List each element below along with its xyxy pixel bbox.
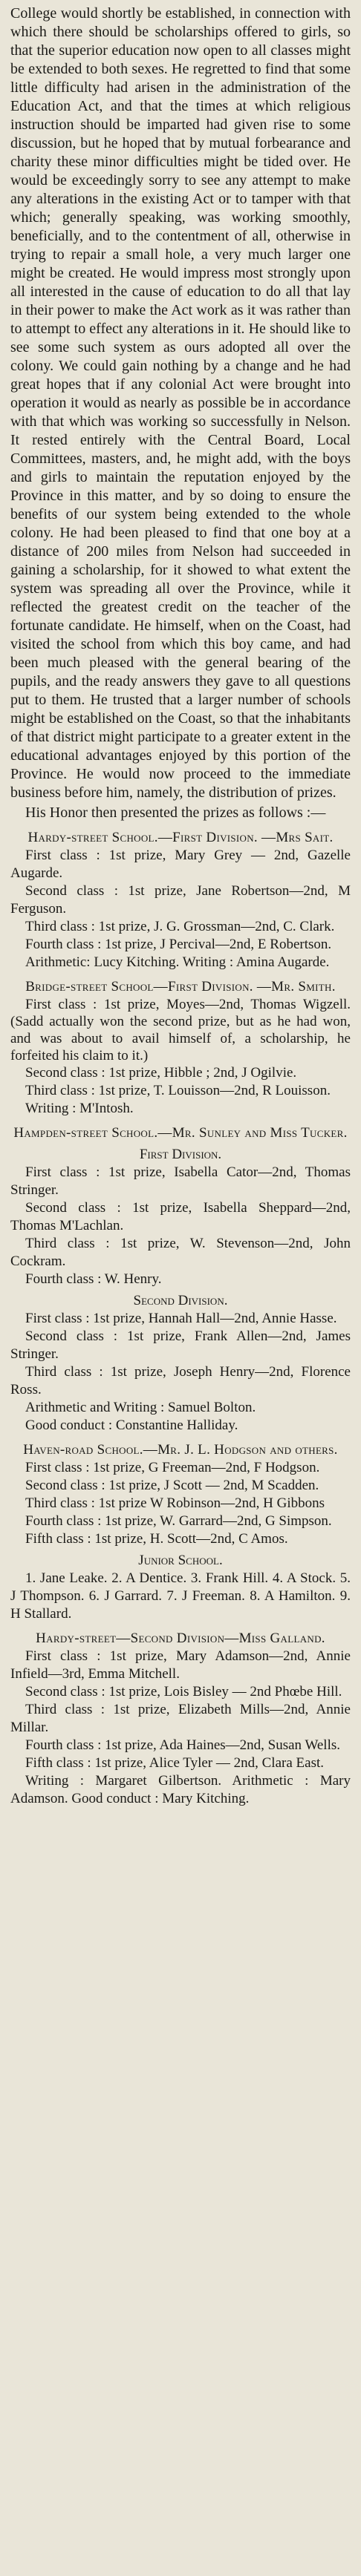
prize-entry: Arithmetic: Lucy Kitching. Writing : Amina Augarde. [25,954,330,970]
prize-entry: Third class : 1st prize, W. Stevenson—2nd, John Cockram. [10,1236,351,1269]
prize-entry: Writing : Margaret Gilbertson. Arithmetic : Mary Adamson. Good conduct : Mary Kitching. [10,1773,351,1806]
prize-entry: First class : 1st prize, Isabella Cator—2nd, Thomas Stringer. [10,1164,351,1198]
prize-entry: Fourth class : 1st prize, J Percival—2nd, E Robertson. [25,937,332,952]
prize-entry: 1. Jane Leake. 2. A Dentice. 3. Frank Hill. 4. A Stock. 5. J Thompson. 6. J Garrard. 7. J Freeman. 8. A Hamilton. 9. H Stallard. [10,1570,351,1622]
prize-entry: First class : 1st prize, Mary Grey — 2nd, Gazelle Augarde. [10,848,351,881]
prize-intro: His Honor then presented the prizes as follows :— [25,804,326,821]
prize-entry: Fourth class : 1st prize, Ada Haines—2nd, Susan Wells. [25,1737,340,1753]
prize-entry: Third class : 1st prize, J. G. Grossman—2nd, C. Clark. [25,919,335,934]
division-subheading: Junior School. [138,1553,223,1568]
prize-entry: Arithmetic and Writing : Samuel Bolton. [25,1400,256,1415]
prize-entry: Second class : 1st prize, Hibble ; 2nd, J Ogilvie. [25,1065,297,1081]
division-subheading: Second Division. [133,1293,228,1308]
prize-entry: Third class : 1st prize, Joseph Henry—2nd, Florence Ross. [10,1364,351,1397]
prize-entry: Writing : M'Intosh. [25,1101,134,1116]
division-subheading: First Division. [139,1147,222,1162]
prize-entry: Second class : 1st prize, Lois Bisley — 2nd Phœbe Hill. [25,1684,342,1700]
section-heading-hardy-street-first: Hardy-street School.—First Division. —Mrs Sait. [27,830,334,845]
body-paragraph: College would shortly be established, in connection with which there should be scholarships offered to girls, so that the superior education now open to all classes might be extended to both sexes. He regretted to find that some little difficulty had arisen in the administration of the Education Act, and that the times at which religious instruction should be imparted had given rise to some discussion, but he hoped that by mutual forbearance and charity these minor difficulties might be tided over. He would be exceedingly sorry to see any attempt to make any alterations in the existing Act or to tamper with that which; generally speaking, was working smoothly, beneficially, and to the contentment of all, otherwise in trying to repair a small hole, a very much larger one might be created. He would impress most strongly upon all interested in the cause of education to do all that lay in their power to make the Act work as it was rather than to attempt to effect any alterations in it. He should like to see some such system as ours adopted all over the colony. We could gain nothing by a change and he had great hopes that if any colonial Act were brought into operation it would as nearly as possible be in accordance with that which was working so successfully in Nelson. It rested entirely with the Central Board, Local Committees, masters, and, he might add, with the boys and girls to maintain the reputation enjoyed by the Province in this matter, and by so doing to ensure the benefits of our system being extended to the whole colony. He had been pleased to find that one boy at a distance of 200 miles from Nelson had succeeded in gaining a scholarship, for it showed to what extent the system was spreading all over the Province, while it reflected the greatest credit on the teacher of the fortunate candidate. He himself, when on the Coast, had visited the school from which this boy came, and had been much pleased with the general bearing of the pupils, and the ready answers they gave to all questions put to them. He trusted that a larger number of schools might be established on the Coast, so that the inhabitants of that district might participate to a greater extent in the educational advantages enjoyed by this portion of the Province. He would now proceed to the immediate business before him, namely, the distribution of prizes. [10,5,351,801]
prize-entry: Second class : 1st prize, Isabella Sheppard—2nd, Thomas M'Lachlan. [10,1200,351,1233]
section-heading-haven-road: Haven-road School.—Mr. J. L. Hodgson and others. [23,1442,338,1458]
prize-entry: Third class : 1st prize, T. Louisson—2nd, R Louisson. [25,1083,331,1098]
prize-entry: Fifth class : 1st prize, Alice Tyler — 2nd, Clara East. [25,1755,324,1771]
prize-entry: Third class : 1st prize, Elizabeth Mills—2nd, Annie Millar. [10,1702,351,1735]
prize-entry: Third class : 1st prize W Robinson—2nd, H Gibbons [25,1495,325,1511]
prize-entry: Fourth class : 1st prize, W. Garrard—2nd, G Simpson. [25,1513,332,1529]
prize-entry: Fifth class : 1st prize, H. Scott—2nd, C Amos. [25,1531,288,1547]
section-heading-hardy-street-second: Hardy-street—Second Division—Miss Galland. [36,1631,325,1646]
section-heading-hampden-street: Hampden-street School.—Mr. Sunley and Miss Tucker. [13,1125,348,1141]
prize-entry: First class : 1st prize, Moyes—2nd, Thomas Wigzell. (Sadd actually won the second prize, but as he had won, and was about to avail himself of, a scholarship, he forfeited his claim to it.) [10,997,351,1063]
prize-entry: Fourth class : W. Henry. [25,1271,162,1287]
prize-entry: Good conduct : Constantine Halliday. [25,1418,238,1433]
prize-entry: First class : 1st prize, Mary Adamson—2nd, Annie Infield—3rd, Emma Mitchell. [10,1648,351,1682]
prize-entry: First class : 1st prize, G Freeman—2nd, F Hodgson. [25,1460,320,1475]
prize-entry: Second class : 1st prize, J Scott — 2nd, M Scadden. [25,1478,319,1493]
prize-entry: Second class : 1st prize, Jane Robertson—2nd, M Ferguson. [10,883,351,917]
prize-entry: First class : 1st prize, Hannah Hall—2nd, Annie Hasse. [25,1311,337,1326]
prize-entry: Second class : 1st prize, Frank Allen—2nd, James Stringer. [10,1328,351,1362]
section-heading-bridge-street: Bridge-street School—First Division. —Mr. Smith. [25,979,336,994]
